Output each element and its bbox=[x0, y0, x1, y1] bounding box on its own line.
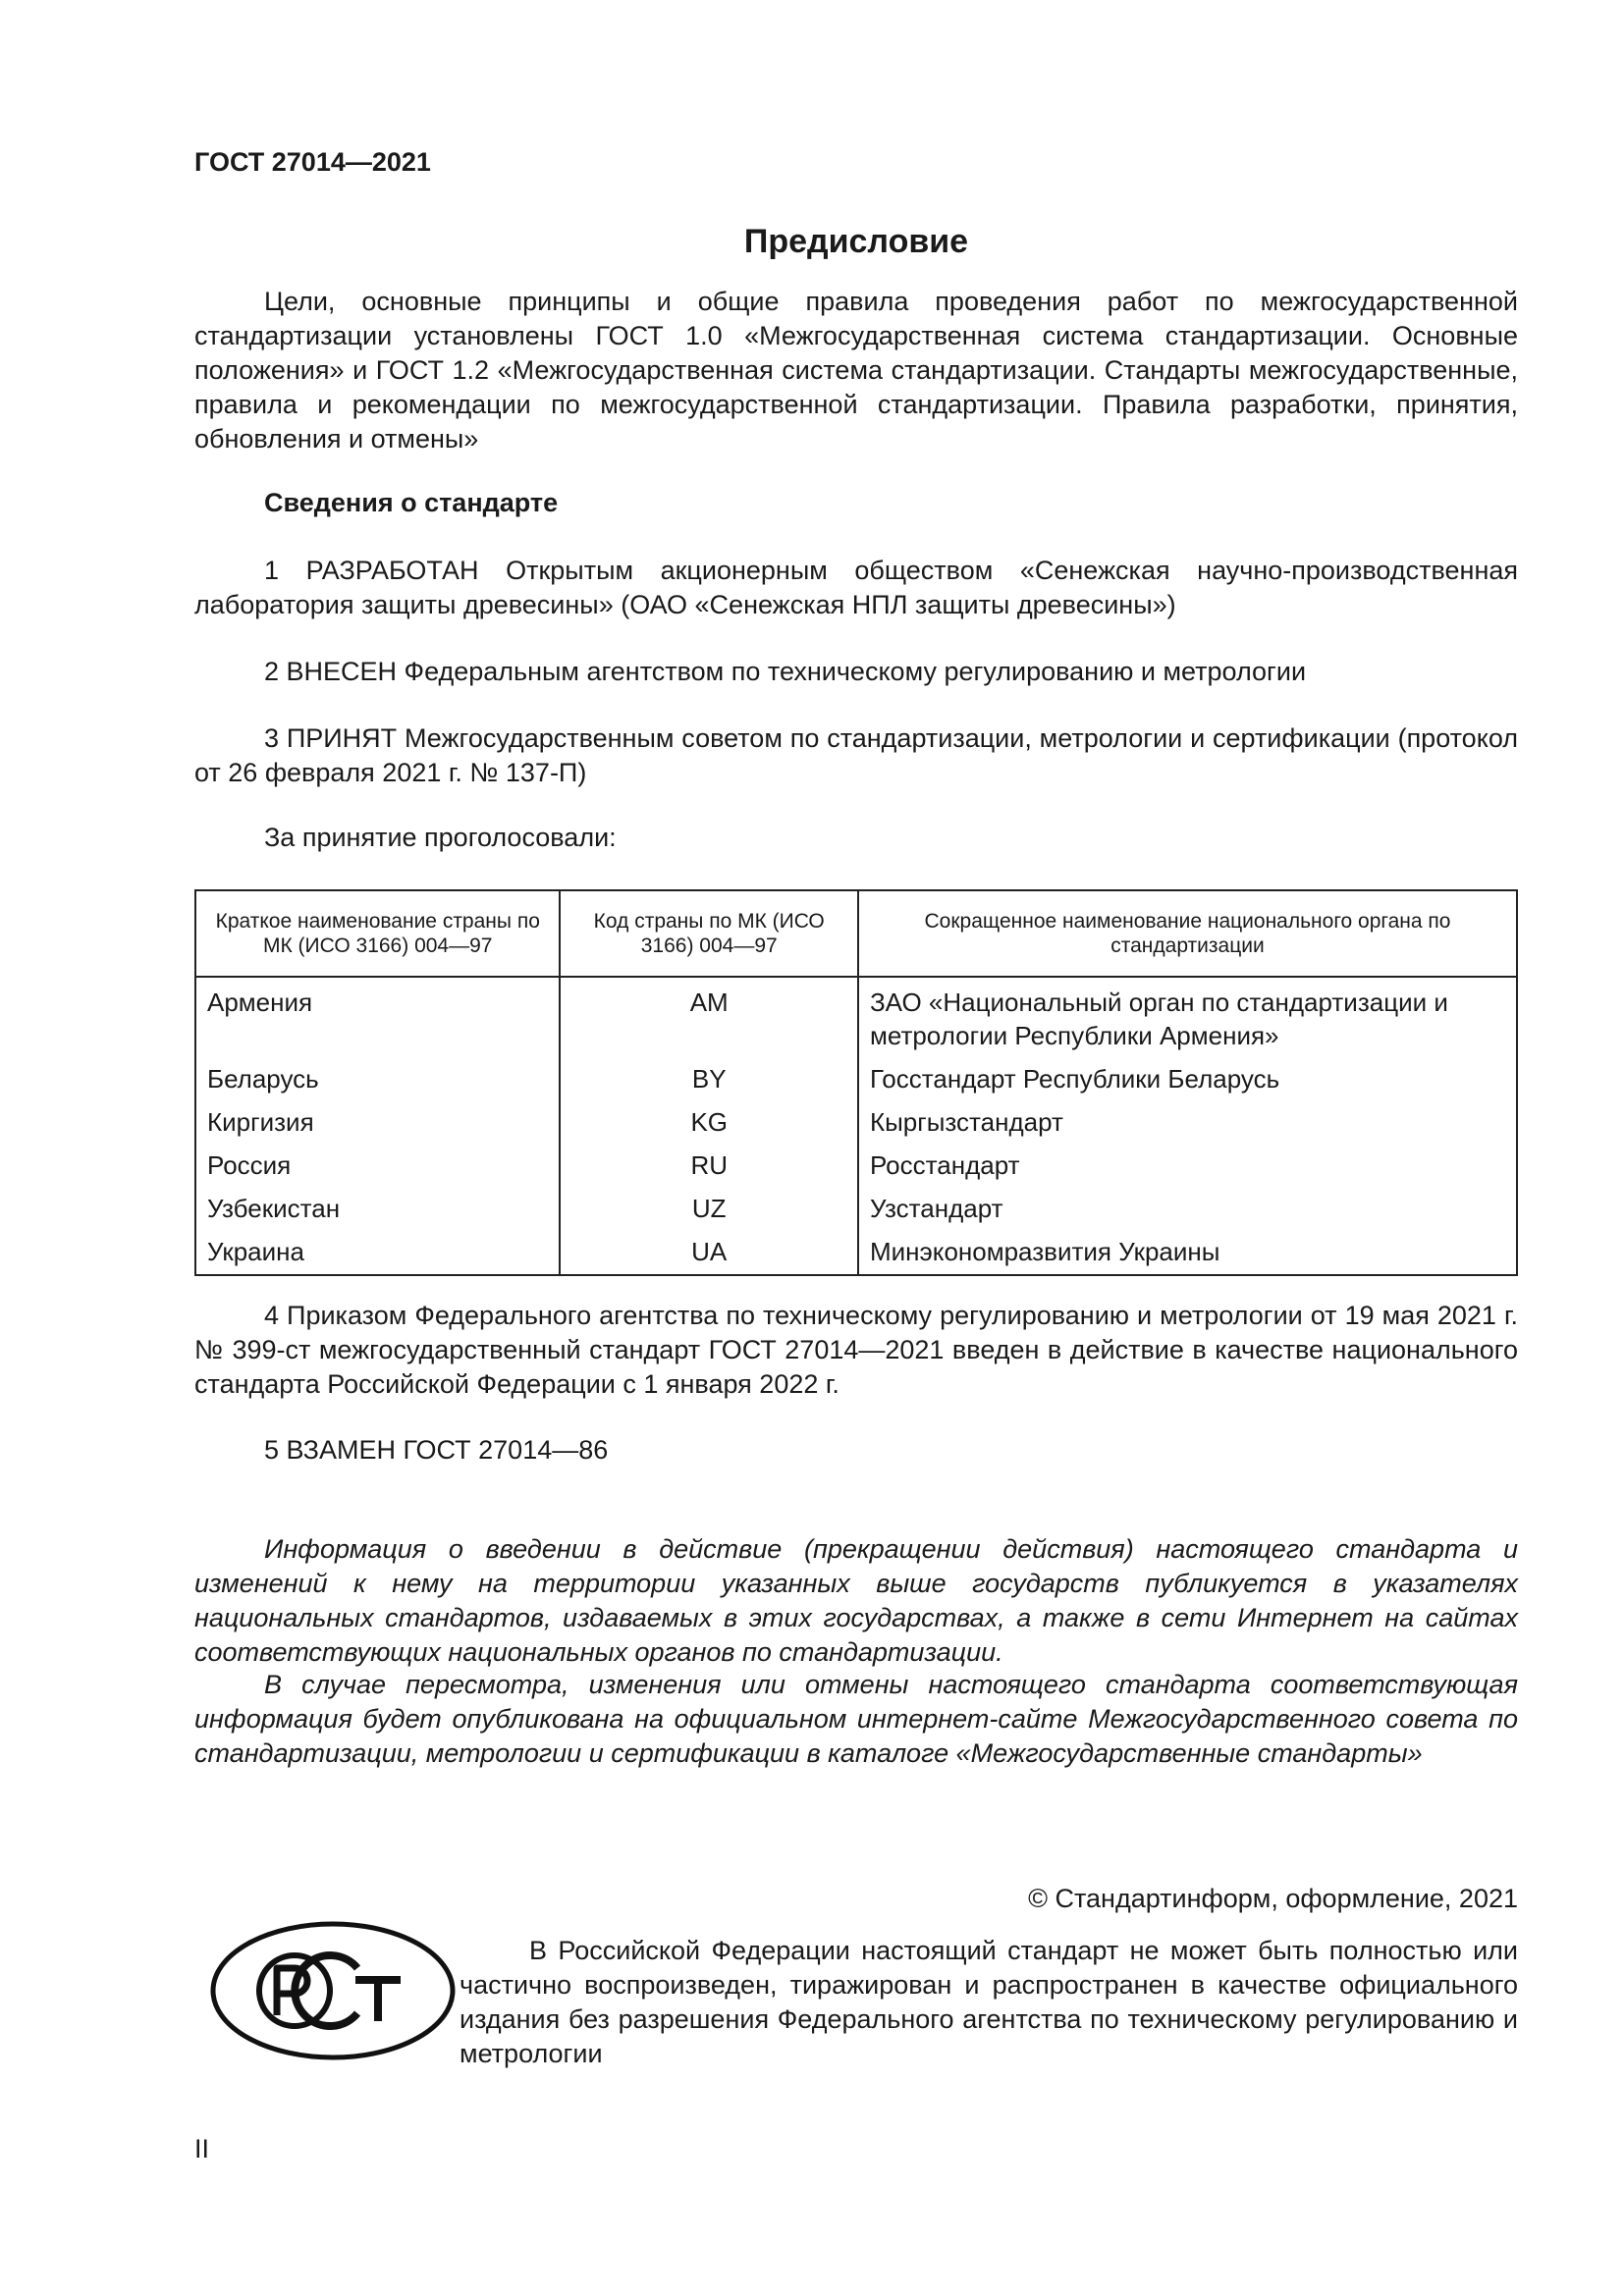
cell-code: BY bbox=[560, 1058, 857, 1101]
cell-body: Минэкономразвития Украины bbox=[858, 1231, 1517, 1275]
cell-body: ЗАО «Национальный орган по стандартизации и метрологии Республики Армения» bbox=[858, 977, 1517, 1058]
vote-intro: За принятие проголосовали: bbox=[264, 823, 617, 852]
cell-country: Россия bbox=[195, 1145, 560, 1188]
item-5-replaces: 5 ВЗАМЕН ГОСТ 27014—86 bbox=[264, 1435, 609, 1465]
cell-body: Госстандарт Республики Беларусь bbox=[858, 1058, 1517, 1101]
cell-code: RU bbox=[560, 1145, 857, 1188]
section-heading: Сведения о стандарте bbox=[264, 488, 559, 517]
table-row bbox=[195, 977, 1517, 1058]
table-row bbox=[195, 1101, 1517, 1145]
table-row bbox=[195, 1058, 1517, 1101]
item-2-submitted: 2 ВНЕСЕН Федеральным агентством по техническому регулированию и метрологии bbox=[264, 657, 1307, 686]
table-row bbox=[195, 1188, 1517, 1231]
page-number: II bbox=[194, 2134, 210, 2163]
reproduction-notice: В Российской Федерации настоящий стандарт не может быть полностью или частично воспроизведен, тиражирован и распространен в качестве официального издания без разрешения Федерального агентства по техническому регулированию и метрологии bbox=[460, 1936, 1518, 2068]
voting-table bbox=[194, 889, 1518, 1276]
item-4-order: 4 Приказом Федерального агентства по техническому регулированию и метрологии от 19 мая 2021 г. № 399-ст межгосударственный стандарт ГОСТ 27014—2021 введен в действие в качестве национального стандарта Российской Федерации с 1 января 2022 г. bbox=[194, 1301, 1518, 1399]
copyright-line: © Стандартинформ, оформление, 2021 bbox=[1028, 1884, 1518, 1913]
cell-country: Армения bbox=[195, 977, 560, 1058]
intro-paragraph: Цели, основные принципы и общие правила проведения работ по межгосударственной стандартизации установлены ГОСТ 1.0 «Межгосударственная система стандартизации. Основные положения» и ГОСТ 1.2 «Межгосударственная система стандартизации. Стандарты межгосударственные, правила и рекомендации по межгосударственной стандартизации. Правила разработки, принятия, обновления и отмены» bbox=[194, 287, 1518, 454]
cell-body: Узстандарт bbox=[858, 1188, 1517, 1231]
header-standards-body: Сокращенное наименование национального органа по стандартизации bbox=[858, 890, 1517, 977]
table-header-row bbox=[195, 890, 1517, 977]
document-code: ГОСТ 27014—2021 bbox=[194, 147, 431, 177]
cell-country: Узбекистан bbox=[195, 1188, 560, 1231]
cell-body: Росстандарт bbox=[858, 1145, 1517, 1188]
cell-country: Беларусь bbox=[195, 1058, 560, 1101]
cell-code: KG bbox=[560, 1101, 857, 1145]
cell-code: UZ bbox=[560, 1188, 857, 1231]
header-country-name: Краткое наименование страны по МК (ИСО 3166) 004—97 bbox=[195, 890, 560, 977]
table-row bbox=[195, 1231, 1517, 1275]
info-paragraph-1: Информация о введении в действие (прекращении действия) настоящего стандарта и изменений к нему на территории указанных выше государств публикуется в указателях национальных стандартов, издаваемых в этих государствах, а также в сети Интернет на сайтах соответствующих национальных органов по стандартизации. bbox=[194, 1534, 1518, 1667]
voting-table-wrapper bbox=[194, 889, 1518, 1276]
item-3-adopted: 3 ПРИНЯТ Межгосударственным советом по стандартизации, метрологии и сертификации (протокол от 26 февраля 2021 г. № 137-П) bbox=[194, 723, 1518, 787]
cell-code: AM bbox=[560, 977, 857, 1058]
cell-country: Украина bbox=[195, 1231, 560, 1275]
cell-country: Киргизия bbox=[195, 1101, 560, 1145]
rst-logo bbox=[208, 1919, 459, 2063]
item-1-developed: 1 РАЗРАБОТАН Открытым акционерным обществом «Сенежская научно-производственная лаборатория защиты древесины» (ОАО «Сенежская НПЛ защиты древесины») bbox=[194, 556, 1518, 619]
table-row bbox=[195, 1145, 1517, 1188]
cell-code: UA bbox=[560, 1231, 857, 1275]
cell-body: Кыргызстандарт bbox=[858, 1101, 1517, 1145]
rst-logo-icon bbox=[208, 1919, 459, 2063]
info-paragraph-2: В случае пересмотра, изменения или отмены настоящего стандарта соответствующая информация будет опубликована на официальном интернет-сайте Межгосударственного совета по стандартизации, метрологии и сертификации в каталоге «Межгосударственные стандарты» bbox=[194, 1670, 1518, 1768]
page-title: Предисловие bbox=[743, 223, 969, 260]
header-country-code: Код страны по МК (ИСО 3166) 004—97 bbox=[560, 890, 857, 977]
